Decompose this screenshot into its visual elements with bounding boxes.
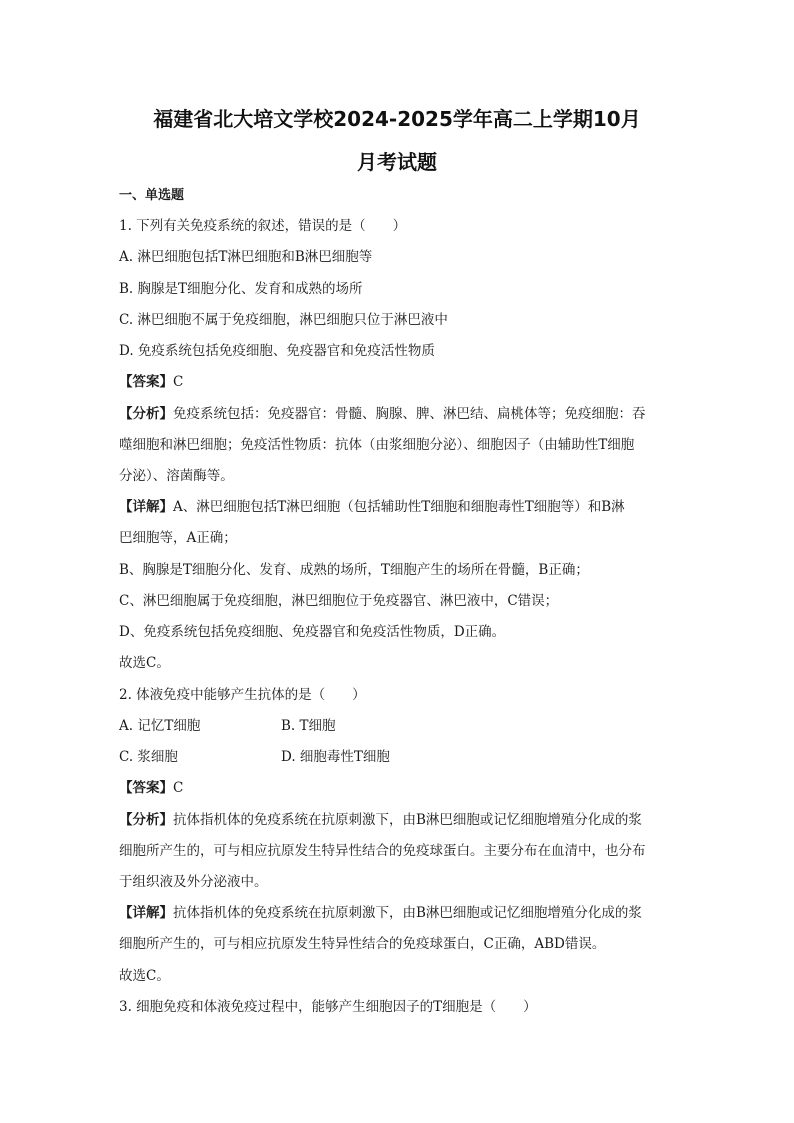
section-heading: 一、单选题 [119,188,185,203]
q1-stem: 1. 下列有关免疫系统的叙述，错误的是（ ） [119,218,407,234]
title-line-2: 月考试题 [357,150,437,174]
q2-detail-line-2: 细胞所产生的，可与相应抗原发生特异性结合的免疫球蛋白，C正确，ABD错误。 [119,936,606,952]
q1-detail-line-1 [119,498,625,516]
q2-option-d: D. 细胞毒性T细胞 [281,749,390,765]
q2-analysis-text-1: 抗体指机体的免疫系统在抗原刺激下，由B淋巴细胞或记忆细胞增殖分化成的浆 [173,812,642,828]
q2-answer [119,779,183,797]
q2-detail-tag: 【详解】 [119,905,173,921]
q2-stem: 2. 体液免疫中能够产生抗体的是（ ） [119,687,366,703]
q1-detail-line-2: 巴细胞等，A正确； [119,530,237,546]
q1-analysis-tag: 【分析】 [119,406,173,422]
q2-analysis-line-3: 于组织液及外分泌液中。 [119,874,268,890]
title-line-1: 福建省北大培文学校2024-2025学年高二上学期10月 [153,107,641,131]
q2-option-b: B. T细胞 [281,718,336,734]
q2-answer-tag: 【答案】 [119,780,173,796]
q2-detail-text-1: 抗体指机体的免疫系统在抗原刺激下，由B淋巴细胞或记忆细胞增殖分化成的浆 [173,905,642,921]
q1-detail-tag: 【详解】 [119,499,173,515]
q1-analysis-line-1 [119,405,646,423]
q1-answer-tag: 【答案】 [119,374,173,390]
q1-option-a: A. 淋巴细胞包括T淋巴细胞和B淋巴细胞等 [119,249,373,265]
q1-option-b: B. 胸腺是T细胞分化、发育和成熟的场所 [119,281,363,297]
q1-answer [119,373,183,391]
q2-option-c: C. 浆细胞 [119,749,178,765]
q1-detail-line-3: B、胸腺是T细胞分化、发育、成熟的场所，T细胞产生的场所在骨髓，B正确； [119,562,589,578]
q1-analysis-text-1: 免疫系统包括：免疫器官：骨髓、胸腺、脾、淋巴结、扁桃体等；免疫细胞：吞 [173,406,646,422]
q1-detail-line-5: D、免疫系统包括免疫细胞、免疫器官和免疫活性物质，D正确。 [119,624,506,640]
q2-answer-value: C [173,780,184,796]
q1-option-c: C. 淋巴细胞不属于免疫细胞，淋巴细胞只位于淋巴液中 [119,312,448,328]
q1-option-d: D. 免疫系统包括免疫细胞、免疫器官和免疫活性物质 [119,343,435,359]
q1-detail-line-4: C、淋巴细胞属于免疫细胞，淋巴细胞位于免疫器官、淋巴液中，C错误； [119,593,559,609]
q1-analysis-line-3: 分泌）、溶菌酶等。 [119,468,234,484]
q1-analysis-line-2: 噬细胞和淋巴细胞；免疫活性物质：抗体（由浆细胞分泌）、细胞因子（由辅助性T细胞 [119,437,635,453]
q1-answer-value: C [173,374,184,390]
q2-analysis-line-2: 细胞所产生的，可与相应抗原发生特异性结合的免疫球蛋白。主要分布在血清中，也分布 [119,843,646,859]
q3-stem: 3. 细胞免疫和体液免疫过程中，能够产生细胞因子的T细胞是（ ） [119,999,537,1015]
q2-analysis-tag: 【分析】 [119,812,173,828]
q2-detail-line-1 [119,904,642,922]
q2-option-a: A. 记忆T细胞 [119,718,201,734]
q1-conclusion: 故选C。 [119,655,170,671]
q2-conclusion: 故选C。 [119,968,170,984]
q2-analysis-line-1 [119,811,642,829]
q1-detail-text-1: A、淋巴细胞包括T淋巴细胞（包括辅助性T细胞和细胞毒性T细胞等）和B淋 [173,499,625,515]
